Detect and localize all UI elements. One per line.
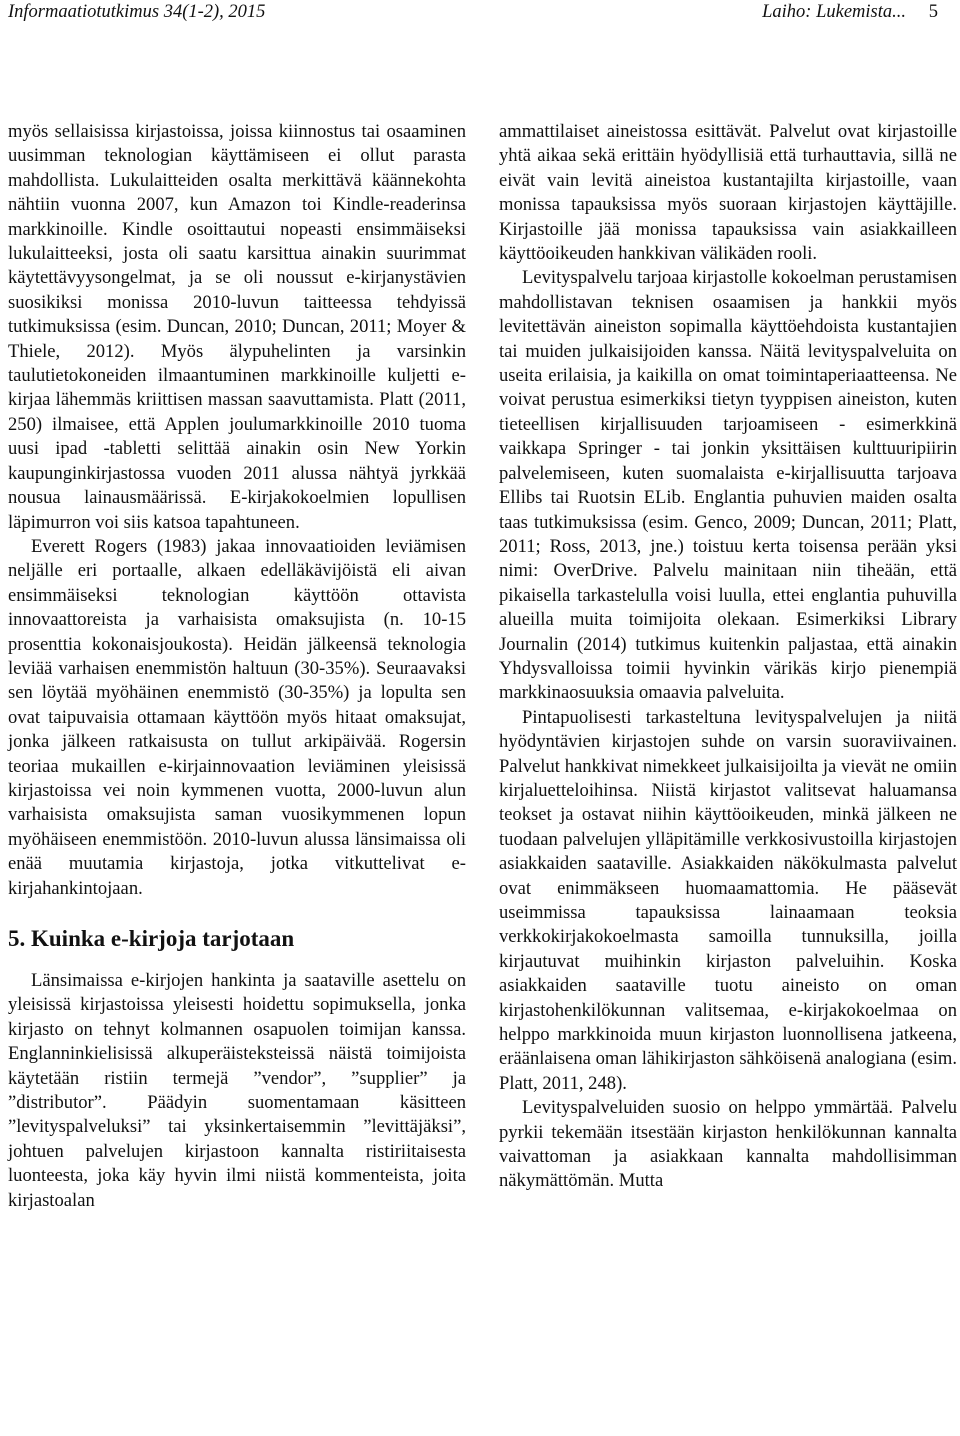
- paragraph-hankinta: Länsimaissa e-kirjojen hankinta ja saataville asettelu on yleisissä kirjastoissa yleisesti hoidettu sopimuksella, jonka kirjasto on tehnyt kolmannen osapuolen toimijan kanssa. Englanninkielisissä alkuperäisteksteissä näistä toimijoista käytetään ristiin termejä ”vendor”, ”supplier” ja ”distributor”. Päädyin suomentamaan käsitteen ”levityspalveluksi” tai yksinkertaisemmin ”levittäjäksi”, johtuen palvelujen kirjastoon kannalta ristiriitaisesta luonteesta, joka käy hyvin ilmi niistä kommenteista, joita kirjastoalan: [8, 970, 466, 1211]
- paragraph-lukulaitteet: myös sellaisissa kirjastoissa, joissa kiinnostus tai osaaminen uusimman teknologian käyttämiseen ei ollut parasta mahdollista. Lukulaitteiden osalta merkittävä käännekohta nähtiin vuonna 2007, kun Amazon toi Kindle-readerinsa markkinoille. Kindle osoittautui nopeasti ensimmäiseksi lukulaitteeksi, josta oli saatu karsittua ainakin suurimmat käytettävyysongelmat, ja se oli noussut e-kirjanystävien suosikiksi monissa 2010-luvun taitteessa tehdyissä tutkimuksissa (esim. Duncan, 2010; Duncan, 2011; Moyer & Thiele, 2012). Myös älypuhelinten ja varsinkin taulutietokoneiden ilmaantuminen markkinoille kuljetti e-kirjaa lähemmäs kriittisen massan saavuttamista. Platt (2011, 250) ilmaisee, että Applen joulumarkkinoille 2010 tuoma uusi ipad -tabletti selittää ainakin osin New Yorkin kaupunginkirjastossa vuoden 2011 alussa nähtyä jyrkkää nousua lainausmäärissä. E-kirjakokoelmien lopullisen läpimurron voi siis katsoa tapahtuneen.: [8, 121, 466, 533]
- paragraph-ammattilaiset: ammattilaiset aineistossa esittävät. Palvelut ovat kirjastoille yhtä aikaa sekä erittäin hyödyllisiä että turhauttavia, sillä ne eivät vain levitä aineistoa kustantajilta kirjastoille, vaan monissa tapauksissa myös suoraan kirjastojen käyttäjille. Kirjastoille jää monissa tapauksissa vain asiakkailleen käyttöoikeuden hankkivan välikäden rooli.: [499, 121, 957, 265]
- page-number: 5: [928, 2, 938, 22]
- left-column: [8, 120, 466, 1213]
- paragraph-levityspalvelu: Levityspalvelu tarjoaa kirjastolle kokoelman perustamisen mahdollistavan teknisen osaamisen ja hankkii myös levitettävän aineiston sopimalla käyttöehdoista kustantajien tai muiden julkaisijoiden kanssa. Näitä levityspalveluita on useita erilaisia, ja kaikilla on omat toimintaperiaatteensa. Ne voivat perustua esimerkiksi tietyn tyyppisen aineiston, kuten tieteellisen kirjallisuuden tarjoamiseen - esimerkkinä vaikkapa Springer - tai jonkin yksittäisen kulttuuripiirin palvelemiseen, kuten suomalaista e-kirjallisuutta tarjoava Ellibs tai Ruotsin ELib. Englantia puhuvien maiden osalta taas tutkimuksissa (esim. Genco, 2009; Duncan, 2011; Platt, 2011; Ross, 2013, jne.) toistuu kerta toisensa perään yksi nimi: OverDrive. Palvelu mainitaan niin tiheään, että pikaisella tarkastelulla voisi luulla, ettei englantia puhuvilla alueilla muita toimijoita olekaan. Esimerkiksi Library Journalin (2014) tutkimus kuitenkin paljastaa, että ainakin Yhdysvalloissa toimii hyvinkin värikäs kirjo pienempiä markkinaosuuksia omaavia palveluita.: [499, 267, 957, 704]
- paragraph-pintapuolisesti: Pintapuolisesti tarkasteltuna levityspalvelujen ja niitä hyödyntävien kirjastojen suhde on varsin suoraviivainen. Palvelut hankkivat nimekkeet julkaisijoilta ja vievät ne omiin kirjaluetteloihinsa. Niistä kirjastot valitsevat haluamansa teokset ja ostavat niihin käyttöoikeuden, minkä jälkeen ne tuodaan palvelujen ylläpitämille verkkosivustoilla kirjastojen asiakkaiden saataville. Asiakkaiden näkökulmasta palvelut ovat enimmäkseen huomaamattomia. He pääsevät useimmissa tapauksissa lainaamaan teoksia verkkokirjakokoelmasta samoilla tunnuksilla, joilla kirjautuvat muihinkin kirjaston palveluihin. Koska asiakkaiden saataville tuotu aineisto on oman kirjastohenkilökunnan valitsemaa, e-kirjakokoelmaa on helppo markkinoida muun kirjaston luonnollisena jatkeena, eräänlaisena oman lähikirjaston sähköisenä analogiana (esim. Platt, 2011, 248).: [499, 706, 957, 1094]
- paragraph-suosio: Levityspalveluiden suosio on helppo ymmärtää. Palvelu pyrkii tekemään itsestään kirjaston henkilökunnan kannalta vaivattoman ja asiakkaan kannalta mahdollisimman näkymättömän. Mutta: [499, 1097, 957, 1192]
- paragraph-rogers: Everett Rogers (1983) jakaa innovaatioiden leviämisen neljälle eri portaalle, alkaen edelläkävijöistä eli aivan ensimmäiseksi teknologian käyttöön ottavista innovaattoreista ja varhaisista omaksujista (n. 10-15 prosenttia kokonaisjoukosta). Heidän jälkeensä teknologia leviää varhaisen enemmistön haltuun (30-35%). Seuraavaksi sen löytää myöhäinen enemmistö (30-35%) ja lopulta sen ovat taipuvaisia ottamaan käyttöön myös hitaat omaksujat, jonka jälkeen ratkaisusta on tullut arkipäivää. Rogersin teoriaa mukaillen e-kirjainnovaation leviäminen yleisissä kirjastoissa vei noin kymmenen vuotta, 2000-luvun alun varhaisista omaksujista saman vuosikymmenen lopun myöhäiseen enemmistöön. 2010-luvun alussa länsimaissa oli enää muutamia kirjastoja, jotka vitkuttelivat e-kirjahankintojaan.: [8, 535, 466, 899]
- journal-citation: Informaatiotutkimus 34(1-2), 2015: [8, 2, 266, 22]
- section-heading: 5. Kuinka e-kirjoja tarjotaan: [8, 926, 295, 951]
- running-header: [8, 2, 938, 32]
- running-title: Laiho: Lukemista...: [762, 2, 906, 22]
- right-column: [499, 120, 957, 1194]
